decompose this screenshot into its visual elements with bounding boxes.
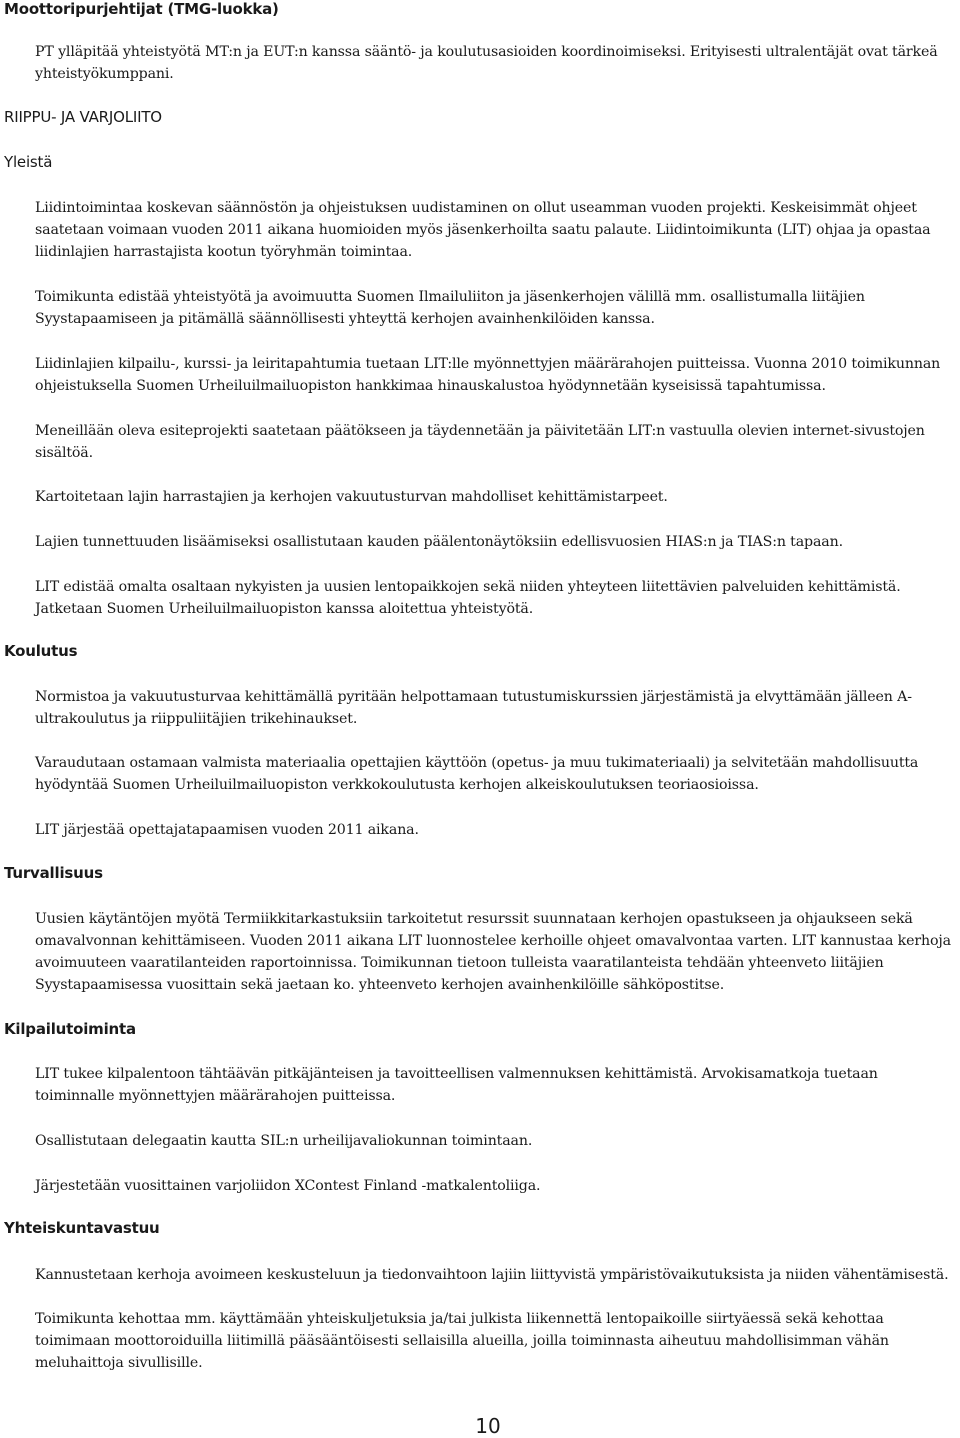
paragraph: Järjestetään vuosittainen varjoliidon XContest Finland -matkalentoliiga.	[35, 1178, 541, 1194]
heading-riippu-ja-varjoliito: RIIPPU- JA VARJOLIITO	[4, 108, 162, 126]
page-number: 10	[475, 1414, 501, 1438]
heading-turvallisuus: Turvallisuus	[4, 864, 103, 882]
paragraph: Lajien tunnettuuden lisäämiseksi osallistutaan kauden päälentonäytöksiin edellisvuosien HIAS:n ja TIAS:n tapaan.	[35, 534, 843, 550]
heading-kilpailutoiminta: Kilpailutoiminta	[4, 1020, 136, 1038]
paragraph: Toimikunta kehottaa mm. käyttämään yhteiskuljetuksia ja/tai julkista liikennettä lentopaikoille siirtyäessä sekä kehottaa toimimaan moottoroiduilla liitimillä pääsääntöisesti sellaisilla alueilla, joilla toiminnasta aiheutuu mahdollisimman vähän meluhaittoja sivullisille.	[35, 1311, 889, 1371]
paragraph: Normistoa ja vakuutusturvaa kehittämällä pyritään helpottamaan tutustumiskurssien järjestämistä ja elvyttämään jälleen A-ultrakoulutus ja riippuliitäjien trikehinaukset.	[35, 689, 912, 727]
paragraph: Liidintoimintaa koskevan säännöstön ja ohjeistuksen uudistaminen on ollut useamman vuoden projekti. Keskeisimmät ohjeet saatetaan voimaan vuoden 2011 aikana huomioiden myös jäsenkerhoilta saatu palaute. Liidintoimikunta (LIT) ohjaa ja opastaa liidinlajien harrastajista kootun työryhmän toimintaa.	[35, 200, 931, 260]
heading-yhteiskuntavastuu: Yhteiskuntavastuu	[4, 1219, 160, 1237]
paragraph: Liidinlajien kilpailu-, kurssi- ja leiritapahtumia tuetaan LIT:lle myönnettyjen määrärahojen puitteissa. Vuonna 2010 toimikunnan ohjeistuksella Suomen Urheiluilmailuopiston hankkimaa hinauskalustoa hyödynnetään kyseisissä tapahtumissa.	[35, 356, 941, 394]
paragraph: Meneillään oleva esiteprojekti saatetaan päätökseen ja täydennetään ja päivitetään LIT:n vastuulla olevien internet-sivustojen sisältöä.	[35, 423, 925, 461]
paragraph: Uusien käytäntöjen myötä Termiikkitarkastuksiin tarkoitetut resurssit suunnataan kerhojen opastukseen ja ohjaukseen sekä omavalvonnan kehittämiseen. Vuoden 2011 aikana LIT luonnostelee kerhoille ohjeet omavalvontaa varten. LIT kannustaa kerhoja avoimuuteen vaaratilanteiden raportoinnissa. Toimikunnan tietoon tulleista vaaratilanteista tehdään yhteenveto liitäjien Syystapaamisessa vuosittain sekä jaetaan ko. yhteenveto kerhojen avainhenkilöille sähköpostitse.	[35, 911, 951, 993]
paragraph: Varaudutaan ostamaan valmista materiaalia opettajien käyttöön (opetus- ja muu tukimateriaali) ja selvitetään mahdollisuutta hyödyntää Suomen Urheiluilmailuopiston verkkokoulutusta kerhojen alkeiskoulutuksen teoriaosioissa.	[35, 755, 919, 793]
heading-moottoripurjehtijat: Moottoripurjehtijat (TMG-luokka)	[4, 0, 279, 18]
paragraph: Toimikunta edistää yhteistyötä ja avoimuutta Suomen Ilmailuliiton ja jäsenkerhojen välillä mm. osallistumalla liitäjien Syystapaamiseen ja pitämällä säännöllisesti yhteyttä kerhojen avainhenkilöiden kanssa.	[35, 289, 865, 327]
paragraph: LIT edistää omalta osaltaan nykyisten ja uusien lentopaikkojen sekä niiden yhteyteen liitettävien palveluiden kehittämistä. Jatketaan Suomen Urheiluilmailuopiston kanssa aloitettua yhteistyötä.	[35, 579, 901, 617]
paragraph: Kartoitetaan lajin harrastajien ja kerhojen vakuutusturvan mahdolliset kehittämistarpeet.	[35, 489, 668, 505]
paragraph: LIT järjestää opettajatapaamisen vuoden 2011 aikana.	[35, 822, 419, 838]
paragraph: LIT tukee kilpalentoon tähtäävän pitkäjänteisen ja tavoitteellisen valmennuksen kehittämistä. Arvokisamatkoja tuetaan toiminnalle myönnettyjen määrärahojen puitteissa.	[35, 1066, 878, 1104]
heading-koulutus: Koulutus	[4, 642, 78, 660]
paragraph: Osallistutaan delegaatin kautta SIL:n urheilijavaliokunnan toimintaan.	[35, 1133, 533, 1149]
paragraph: PT ylläpitää yhteistyötä MT:n ja EUT:n kanssa sääntö- ja koulutusasioiden koordinoimiseksi. Erityisesti ultralentäjät ovat tärkeä yhteistyökumppani.	[35, 44, 938, 82]
paragraph: Kannustetaan kerhoja avoimeen keskusteluun ja tiedonvaihtoon lajiin liittyvistä ympäristövaikutuksista ja niiden vähentämisestä.	[35, 1267, 949, 1283]
heading-yleista: Yleistä	[4, 153, 53, 171]
